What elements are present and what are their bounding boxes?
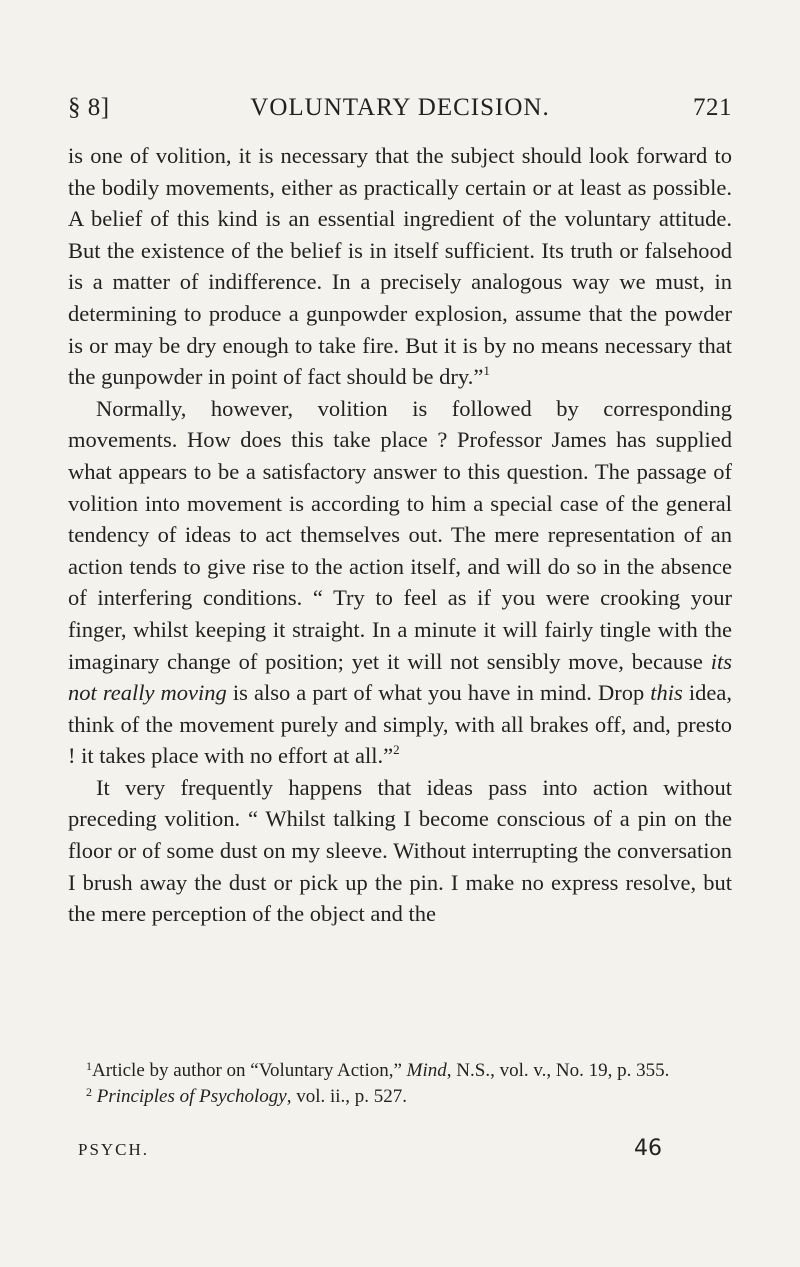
signature-mark: PSYCH. bbox=[78, 1140, 150, 1159]
footnote-reference: 2 bbox=[86, 1085, 92, 1099]
footnote bbox=[68, 1058, 732, 1084]
body-text bbox=[68, 140, 732, 930]
footnote bbox=[68, 1084, 732, 1110]
text-run: It very frequently happens that ideas pass into action without preceding volition. “ Whilst talking I become conscious of a pin on the floor or of some dust on my sleeve. Without interrupting the conversation I brush away the dust or pick up the pin. I make no express resolve, but the mere perception of the object and the bbox=[68, 774, 732, 927]
paragraph bbox=[68, 393, 732, 772]
running-title: VOLUNTARY DECISION. bbox=[250, 94, 550, 121]
signature-line bbox=[68, 1138, 732, 1164]
text-run: , N.S., vol. v., No. 19, p. 355. bbox=[446, 1060, 670, 1081]
text-run: is also a part of what you have in mind. Drop bbox=[226, 680, 651, 706]
signature-number: 46 bbox=[634, 1136, 662, 1161]
text-run: Article by author on “Voluntary Action,” bbox=[92, 1060, 407, 1081]
footnote-reference: 2 bbox=[393, 742, 400, 758]
footnote-reference: 1 bbox=[483, 363, 490, 379]
text-run: idea, think of the movement purely and simply, with all brakes off, and, presto ! it takes place with no effort at all.” bbox=[68, 680, 732, 769]
text-run: , vol. ii., p. 527. bbox=[286, 1086, 408, 1107]
text-run: is one of volition, it is necessary that the subject should look forward to the bodily movements, either as practically certain or at least as possible. A belief of this kind is an essential ingredient of the voluntary attitude. But the existence of the belief is in itself sufficient. Its truth or falsehood is a matter of indifference. In a precisely analogous way we must, in determining to produce a gunpowder explosion, assume that the powder is or may be dry enough to take fire. But it is by no means necessary that the gunpowder in point of fact should be dry.” bbox=[68, 143, 732, 390]
paragraph bbox=[68, 140, 732, 393]
footnote-reference: 1 bbox=[86, 1059, 92, 1073]
running-header bbox=[68, 94, 732, 126]
italic-text: its not really moving bbox=[68, 648, 732, 706]
text-run: Normally, however, volition is followed by corresponding movements. How does this take place ? Professor James has supplied what appears to be a satisfactory answer to this question. The passage of volition into movement is according to him a special case of the general tendency of ideas to act themselves out. The mere representation of an action tends to give rise to the action itself, and will do so in the absence of interfering conditions. “ Try to feel as if you were crooking your finger, whilst keeping it straight. In a minute it will fairly tingle with the imaginary change of position; yet it will not sensibly move, because bbox=[68, 395, 732, 674]
italic-text: Mind bbox=[406, 1060, 447, 1081]
footnotes bbox=[68, 1058, 732, 1110]
italic-text: Principles of Psychology bbox=[96, 1086, 287, 1107]
paragraph bbox=[68, 772, 732, 930]
italic-text: this bbox=[650, 680, 683, 706]
section-marker: § 8] bbox=[68, 94, 110, 121]
page-number: 721 bbox=[693, 94, 732, 121]
